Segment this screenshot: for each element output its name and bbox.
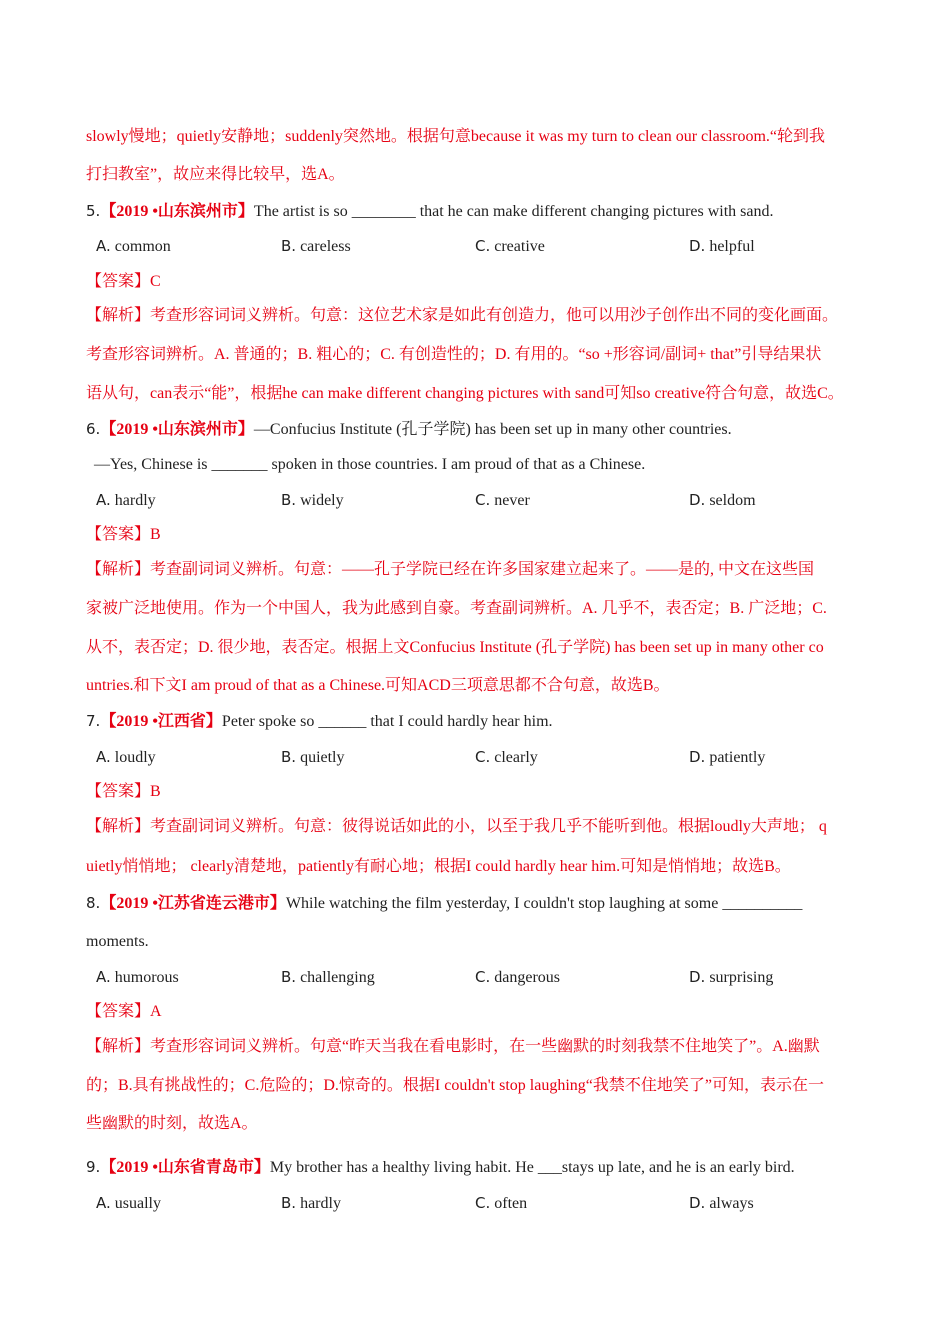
question-number: 6. <box>86 420 101 438</box>
answer-label: 【答案】B <box>86 783 161 800</box>
question-9-stem-line <box>86 1156 795 1179</box>
option-d: D. seldom <box>689 491 756 509</box>
analysis-line: 考查形容词辨析。A. 普通的；B. 粗心的；C. 有创造性的；D. 有用的。“so +形容词/副词+ that”引导结果状 <box>86 346 822 363</box>
analysis-line: 【解析】考查副词词义辨析。句意：彼得说话如此的小，以至于我几乎不能听到他。根据loudly大声地； q <box>86 818 827 835</box>
question-stem: —Confucius Institute (孔子学院) has been set up in many other countries. <box>253 421 732 438</box>
question-number: 8. <box>86 894 101 912</box>
option-b: B. quietly <box>281 748 345 766</box>
option-b: B. careless <box>281 237 351 255</box>
option-c: C. often <box>475 1194 528 1212</box>
option-b: B. hardly <box>281 1194 341 1212</box>
option-d: D. patiently <box>689 748 766 766</box>
question-5-stem-line <box>86 200 774 223</box>
question-number: 5. <box>86 202 101 220</box>
question-source: 【2019 •江苏省连云港市】 <box>100 895 286 912</box>
question-source: 【2019 •山东滨州市】 <box>100 421 254 438</box>
question-source: 【2019 •山东滨州市】 <box>100 203 254 220</box>
option-b: B. widely <box>281 491 344 509</box>
question-stem: The artist is so ________ that he can make different changing pictures with sand. <box>253 203 774 220</box>
answer-label: 【答案】C <box>86 273 161 290</box>
analysis-line: slowly慢地；quietly安静地；suddenly突然地。根据句意because it was my turn to clean our classroom.“轮到我 <box>86 128 826 145</box>
analysis-line: 家被广泛地使用。作为一个中国人，我为此感到自豪。考查副词辨析。A. 几乎不，表否定；B. 广泛地；C. <box>86 600 827 617</box>
analysis-line: 【解析】考查形容词词义辨析。句意：这位艺术家是如此有创造力，他可以用沙子创作出不同的变化画面。 <box>86 307 839 324</box>
option-b: B. challenging <box>281 968 375 986</box>
option-a: A. common <box>96 237 171 255</box>
answer-label: 【答案】B <box>86 526 161 543</box>
option-c: C. clearly <box>475 748 538 766</box>
analysis-line: uietly悄悄地； clearly清楚地，patiently有耐心地；根据I could hardly hear him.可知是悄悄地；故选B。 <box>86 858 791 875</box>
analysis-line: 些幽默的时刻，故选A。 <box>86 1115 258 1132</box>
option-d: D. helpful <box>689 237 755 255</box>
question-source: 【2019 •山东省青岛市】 <box>100 1159 270 1176</box>
question-stem: My brother has a healthy living habit. He ___stays up late, and he is an early bird. <box>269 1159 795 1176</box>
question-source: 【2019 •江西省】 <box>100 713 222 730</box>
option-c: C. never <box>475 491 530 509</box>
question-7-stem-line <box>86 710 553 733</box>
option-a: A. usually <box>96 1194 161 1212</box>
analysis-line: 【解析】考查形容词词义辨析。句意“昨天当我在看电影时，在一些幽默的时刻我禁不住地笑了”。A.幽默 <box>86 1038 820 1055</box>
option-a: A. humorous <box>96 968 179 986</box>
option-a: A. hardly <box>96 491 156 509</box>
analysis-line: 的；B.具有挑战性的；C.危险的；D.惊奇的。根据I couldn't stop laughing“我禁不住地笑了”可知，表示在一 <box>86 1077 824 1094</box>
option-c: C. dangerous <box>475 968 561 986</box>
option-a: A. loudly <box>96 748 156 766</box>
option-c: C. creative <box>475 237 545 255</box>
question-number: 7. <box>86 712 101 730</box>
analysis-line: 从不，表否定；D. 很少地，表否定。根据上文Confucius Institute (孔子学院) has been set up in many other co <box>86 639 824 656</box>
analysis-line: 【解析】考查副词词义辨析。句意：——孔子学院已经在许多国家建立起来了。——是的, 中文在这些国 <box>86 561 815 578</box>
question-stem-continuation: moments. <box>86 933 149 950</box>
question-stem-continuation: —Yes, Chinese is _______ spoken in those countries. I am proud of that as a Chinese. <box>94 456 646 473</box>
question-6-stem-line <box>86 418 732 441</box>
analysis-line: untries.和下文I am proud of that as a Chinese.可知ACD三项意思都不合句意，故选B。 <box>86 677 670 694</box>
option-d: D. always <box>689 1194 754 1212</box>
analysis-line: 打扫教室”，故应来得比较早，选A。 <box>86 166 345 183</box>
question-number: 9. <box>86 1158 101 1176</box>
option-d: D. surprising <box>689 968 774 986</box>
question-8-stem-line <box>86 892 802 915</box>
analysis-line: 语从句，can表示“能”，根据he can make different changing pictures with sand可知so creative符合句意，故选C。 <box>86 385 844 402</box>
answer-label: 【答案】A <box>86 1003 162 1020</box>
question-stem: Peter spoke so ______ that I could hardly hear him. <box>221 713 553 730</box>
question-stem: While watching the film yesterday, I couldn't stop laughing at some __________ <box>285 895 803 912</box>
